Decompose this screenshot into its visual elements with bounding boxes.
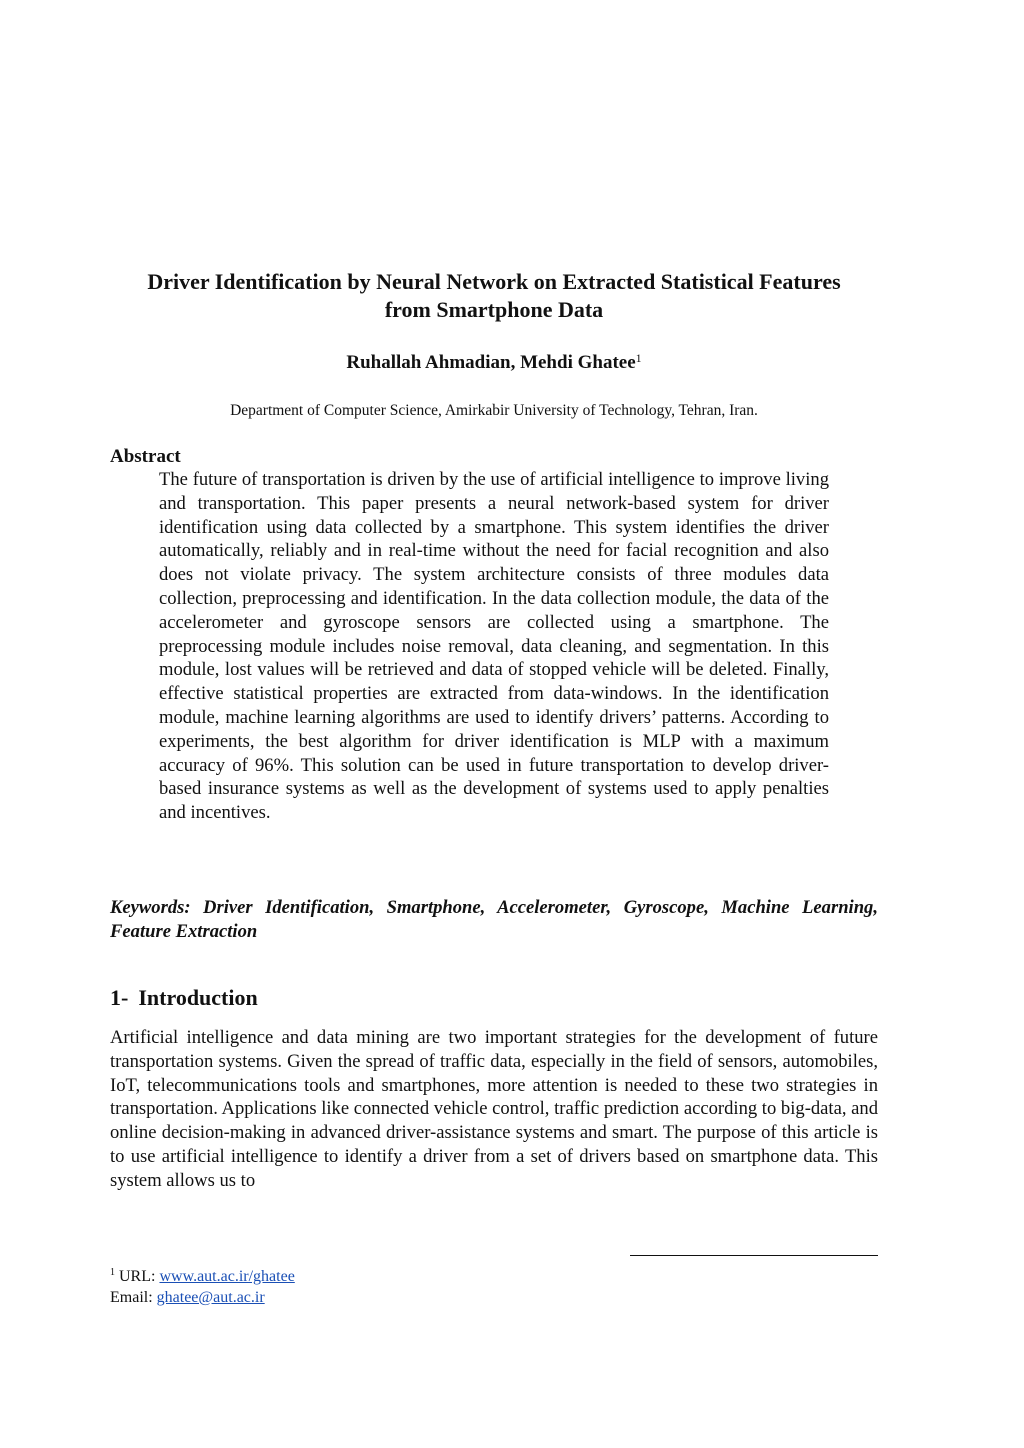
section-title: Introduction (138, 985, 258, 1010)
abstract-heading: Abstract (110, 446, 181, 467)
section-heading-introduction (110, 984, 258, 1012)
keywords: Keywords: Driver Identification, Smartphone, Accelerometer, Gyroscope, Machine Learning, Feature Extraction (110, 897, 878, 942)
footnote-divider (630, 1255, 878, 1256)
author-names: Ruhallah Ahmadian, Mehdi Ghatee (346, 352, 636, 373)
footnote-url-label: URL: (119, 1268, 156, 1285)
section-number: 1- (110, 985, 129, 1010)
introduction-paragraph: Artificial intelligence and data mining are two important strategies for the development of future transportation systems. Given the spread of traffic data, especially in the field of sensors, automobiles, IoT, telecommunications tools and smartphones, more attention is needed to these two strategies in transportation. Applications like connected vehicle control, traffic prediction according to big-data, and online decision-making in advanced driver-assistance systems and smart. The purpose of this article is to use artificial intelligence to identify a driver from a set of drivers based on smartphone data. This system allows us to (110, 1027, 878, 1191)
abstract-text: The future of transportation is driven by the use of artificial intelligence to improve living and transportation. This paper presents a neural network-based system for driver identification using data collected by a smartphone. This system identifies the driver automatically, reliably and in real-time without the need for facial recognition and also does not violate privacy. The system architecture consists of three modules data collection, preprocessing and identification. In the data collection module, the data of the accelerometer and gyroscope sensors are collected using a smartphone. The preprocessing module includes noise removal, data cleaning, and segmentation. In this module, lost values will be retrieved and data of stopped vehicle will be deleted. Finally, effective statistical properties are extracted from data-windows. In the identification module, machine learning algorithms are used to identify drivers’ patterns. According to experiments, the best algorithm for driver identification is MLP with a maximum accuracy of 96%. This solution can be used in future transportation to develop driver-based insurance systems as well as the development of systems used to apply penalties and incentives. (159, 469, 829, 824)
affiliation: Department of Computer Science, Amirkabir University of Technology, Tehran, Iran. (230, 402, 758, 419)
paper-title-line-1: Driver Identification by Neural Network on Extracted Statistical Features (147, 269, 841, 294)
author-list (100, 350, 888, 376)
footnote-email-label: Email: (110, 1289, 153, 1306)
footnote-url-line (110, 1266, 295, 1287)
paper-title (100, 268, 888, 324)
footnote-mark: 1 (110, 1267, 115, 1278)
footnote (110, 1266, 295, 1308)
footnote-email-link[interactable]: ghatee@aut.ac.ir (156, 1289, 265, 1306)
footnote-url-link[interactable]: www.aut.ac.ir/ghatee (159, 1268, 295, 1285)
paper-title-line-2: from Smartphone Data (384, 297, 604, 322)
author-footnote-marker[interactable]: 1 (635, 351, 642, 365)
footnote-email-line (110, 1287, 295, 1308)
